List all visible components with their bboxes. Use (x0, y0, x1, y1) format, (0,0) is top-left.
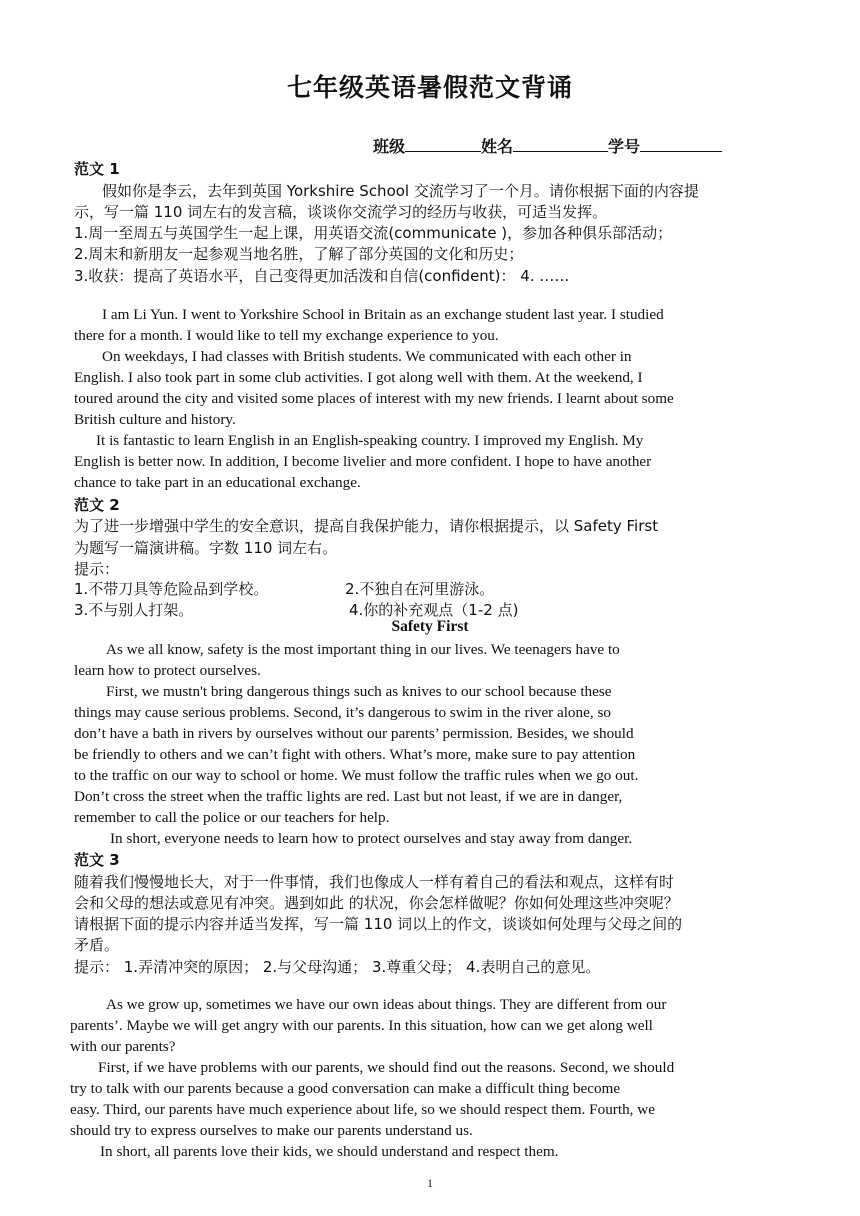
essay2-tip: 1.不带刀具等危险品到学校。 (74, 580, 269, 598)
number-blank (640, 135, 722, 152)
essay2-body-line: learn how to protect ourselves. (74, 662, 261, 679)
student-info-fields (373, 134, 722, 157)
essay3-body-line: easy. Third, our parents have much experience about life, so we should respect them. Fourth, we (70, 1101, 655, 1118)
essay3-body-line: In short, all parents love their kids, we should understand and respect them. (100, 1143, 559, 1160)
essay2-tip: 3.不与别人打架。 (74, 601, 194, 619)
essay1-body-line: On weekdays, I had classes with British students. We communicated with each other in (102, 348, 632, 365)
essay2-body-line: Don’t cross the street when the traffic lights are red. Last but not least, if we are in danger, (74, 788, 623, 805)
page-title: 七年级英语暑假范文背诵 (286, 73, 573, 102)
essay1-body-line: English is better now. In addition, I become livelier and more confident. I hope to have another (74, 453, 652, 470)
class-label: 班级 (373, 137, 406, 156)
essay3-prompt-line: 会和父母的想法或意见有冲突。遇到如此 的状况，你会怎样做呢？你如何处理这些冲突呢？ (74, 894, 679, 912)
essay2-body-line: As we all know, safety is the most important thing in our lives. We teenagers have to (106, 641, 620, 658)
essay2-prompt-line: 为了进一步增强中学生的安全意识，提高自我保护能力，请你根据提示，以 Safety First (74, 517, 659, 535)
essay2-body-line: In short, everyone needs to learn how to protect ourselves and stay away from danger. (110, 830, 633, 847)
essay3-body-line: As we grow up, sometimes we have our own ideas about things. They are different from our (106, 996, 667, 1013)
essay2-heading: 范文 2 (74, 496, 120, 514)
essay3-body-line: parents’. Maybe we will get angry with our parents. In this situation, how can we get along well (70, 1017, 653, 1034)
essay2-body-line: to the traffic on our way to school or home. We must follow the traffic rules when we go out. (74, 767, 639, 784)
essay3-body-line: with our parents? (70, 1038, 176, 1055)
essay1-prompt-line: 示，写一篇 110 词左右的发言稿，谈谈你交流学习的经历与收获，可适当发挥。 (74, 203, 608, 221)
class-blank (405, 135, 481, 152)
name-blank (513, 135, 608, 152)
name-label: 姓名 (481, 137, 514, 156)
essay3-body-line: try to talk with our parents because a good conversation can make a difficult thing become (70, 1080, 621, 1097)
number-label: 学号 (608, 137, 641, 156)
essay1-heading: 范文 1 (74, 160, 120, 178)
essay3-body-line: First, if we have problems with our parents, we should find out the reasons. Second, we should (98, 1059, 675, 1076)
essay1-prompt-line: 3.收获：提高了英语水平，自己变得更加活泼和自信(confident)： 4. …… (74, 267, 570, 285)
essay2-prompt-line: 为题写一篇演讲稿。字数 110 词左右。 (74, 539, 338, 557)
essay1-body-line: chance to take part in an educational exchange. (74, 474, 361, 491)
essay3-prompt-line: 随着我们慢慢地长大，对于一件事情，我们也像成人一样有着自己的看法和观点，这样有时 (74, 873, 675, 891)
essay1-body-line: It is fantastic to learn English in an English-speaking country. I improved my English. My (96, 432, 644, 449)
essay3-prompt-line: 矛盾。 (74, 936, 120, 954)
essay1-prompt-line: 2.周末和新朋友一起参观当地名胜，了解了部分英国的文化和历史； (74, 245, 524, 263)
essay1-body-line: British culture and history. (74, 411, 236, 428)
essay1-body-line: there for a month. I would like to tell my exchange experience to you. (74, 327, 499, 344)
essay3-heading: 范文 3 (74, 851, 120, 869)
essay2-tip: 2.不独自在河里游泳。 (345, 580, 495, 598)
page-number: 1 (427, 1176, 433, 1190)
essay2-body-line: don’t have a bath in rivers by ourselves without our parents’ permission. Besides, we should (74, 725, 634, 742)
essay1-prompt-line: 假如你是李云，去年到英国 Yorkshire School 交流学习了一个月。请你根据下面的内容提 (102, 182, 699, 200)
essay1-body-line: toured around the city and visited some places of interest with my new friends. I learnt about some (74, 390, 674, 407)
essay1-body-line: I am Li Yun. I went to Yorkshire School in Britain as an exchange student last year. I studied (102, 306, 664, 323)
essay2-prompt-line: 提示： (74, 560, 120, 578)
essay2-subtitle: Safety First (391, 618, 469, 635)
essay3-body-line: should try to express ourselves to make our parents understand us. (70, 1122, 473, 1139)
essay3-prompt-line: 提示： 1.弄清冲突的原因； 2.与父母沟通； 3.尊重父母； 4.表明自己的意见。 (74, 958, 601, 976)
essay2-body-line: things may cause serious problems. Second, it’s dangerous to swim in the river alone, so (74, 704, 611, 721)
essay1-body-line: English. I also took part in some club activities. I got along well with them. At the weekend, I (74, 369, 643, 386)
essay2-tip: 4.你的补充观点（1-2 点) (349, 601, 519, 619)
essay2-body-line: First, we mustn't bring dangerous things such as knives to our school because these (106, 683, 612, 700)
essay2-body-line: be friendly to others and we can’t fight with others. What’s more, make sure to pay attention (74, 746, 636, 763)
essay2-body-line: remember to call the police or our teachers for help. (74, 809, 390, 826)
essay1-prompt-line: 1.周一至周五与英国学生一起上课，用英语交流(communicate )，参加各种俱乐部活动； (74, 224, 673, 242)
essay3-prompt-line: 请根据下面的提示内容并适当发挥，写一篇 110 词以上的作文，谈谈如何处理与父母之间的 (74, 915, 683, 933)
